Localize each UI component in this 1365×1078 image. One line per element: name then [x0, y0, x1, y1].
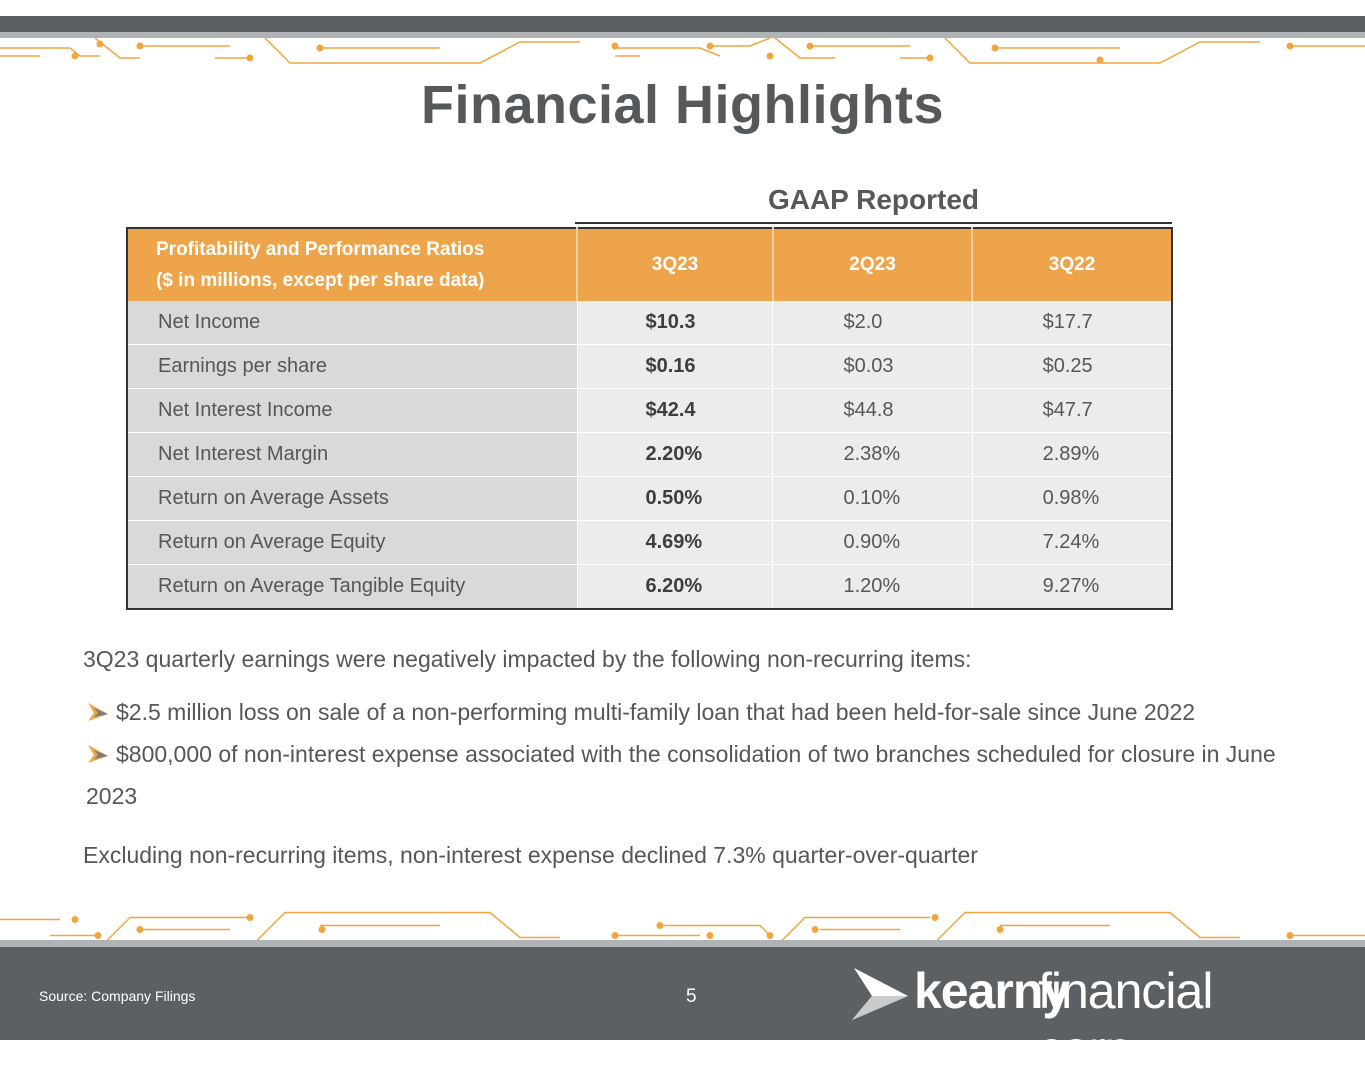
cell-3q23: $42.4	[577, 389, 773, 433]
row-label: Return on Average Tangible Equity	[127, 565, 577, 610]
label-header-line2: ($ in millions, except per share data)	[156, 270, 485, 291]
row-label: Net Income	[127, 301, 577, 345]
gaap-header-underline	[575, 222, 1172, 224]
table-row	[127, 477, 1172, 521]
cell-2q23: 1.20%	[773, 565, 972, 610]
cell-3q22: 0.98%	[972, 477, 1172, 521]
bullet-item	[86, 691, 1286, 733]
cell-3q23: 0.50%	[577, 477, 773, 521]
cell-2q23: 0.90%	[773, 521, 972, 565]
cell-3q22: 9.27%	[972, 565, 1172, 610]
table-row	[127, 565, 1172, 610]
column-header-2q23: 2Q23	[773, 228, 972, 301]
table-row	[127, 345, 1172, 389]
cell-3q23: 4.69%	[577, 521, 773, 565]
row-label: Return on Average Assets	[127, 477, 577, 521]
top-circuit-decoration	[0, 38, 1365, 78]
row-label: Return on Average Equity	[127, 521, 577, 565]
page-number: 5	[686, 986, 697, 1007]
cell-2q23: $2.0	[773, 301, 972, 345]
bullet-text: $800,000 of non-interest expense associated with the consolidation of two branches scheduled for closure in June 2023	[86, 741, 1276, 809]
cell-2q23: $44.8	[773, 389, 972, 433]
bottom-circuit-decoration	[0, 905, 1365, 945]
row-label: Net Interest Income	[127, 389, 577, 433]
logo-chevron-icon	[850, 966, 910, 1022]
cell-3q23: 6.20%	[577, 565, 773, 610]
cell-3q23: $10.3	[577, 301, 773, 345]
source-note: Source: Company Filings	[39, 988, 196, 1004]
label-header-line1: Profitability and Performance Ratios	[156, 239, 485, 260]
cell-3q22: $17.7	[972, 301, 1172, 345]
kearny-logo	[850, 958, 1330, 1077]
table-header-row	[127, 228, 1172, 301]
cell-3q23: $0.16	[577, 345, 773, 389]
chevron-arrow-icon	[86, 744, 110, 764]
bullet-text: $2.5 million loss on sale of a non-performing multi-family loan that had been held-for-sale since June 2022	[116, 699, 1196, 725]
table-row	[127, 389, 1172, 433]
chevron-arrow-icon	[86, 702, 110, 722]
label-column-header	[127, 228, 577, 301]
cell-3q22: 2.89%	[972, 433, 1172, 477]
page-title: Financial Highlights	[420, 75, 945, 135]
closing-paragraph: Excluding non-recurring items, non-interest expense declined 7.3% quarter-over-quarter	[83, 842, 978, 868]
financial-ratios-table	[126, 227, 1173, 610]
cell-2q23: 0.10%	[773, 477, 972, 521]
cell-3q22: $47.7	[972, 389, 1172, 433]
column-header-3q22: 3Q22	[972, 228, 1172, 301]
column-header-3q23: 3Q23	[577, 228, 773, 301]
table-row	[127, 301, 1172, 345]
cell-3q22: 7.24%	[972, 521, 1172, 565]
cell-2q23: 2.38%	[773, 433, 972, 477]
gaap-reported-header: GAAP Reported	[767, 184, 980, 215]
cell-2q23: $0.03	[773, 345, 972, 389]
cell-3q23: 2.20%	[577, 433, 773, 477]
intro-paragraph: 3Q23 quarterly earnings were negatively impacted by the following non-recurring items:	[83, 646, 972, 672]
logo-wordmark-light: financial corp.	[1038, 963, 1213, 1077]
logo-wordmark-bold: kearny	[914, 963, 1070, 1019]
table-row	[127, 433, 1172, 477]
row-label: Net Interest Margin	[127, 433, 577, 477]
bullet-item	[86, 733, 1286, 817]
top-banner	[0, 16, 1365, 32]
footer-stripe	[0, 940, 1365, 947]
table-row	[127, 521, 1172, 565]
cell-3q22: $0.25	[972, 345, 1172, 389]
row-label: Earnings per share	[127, 345, 577, 389]
